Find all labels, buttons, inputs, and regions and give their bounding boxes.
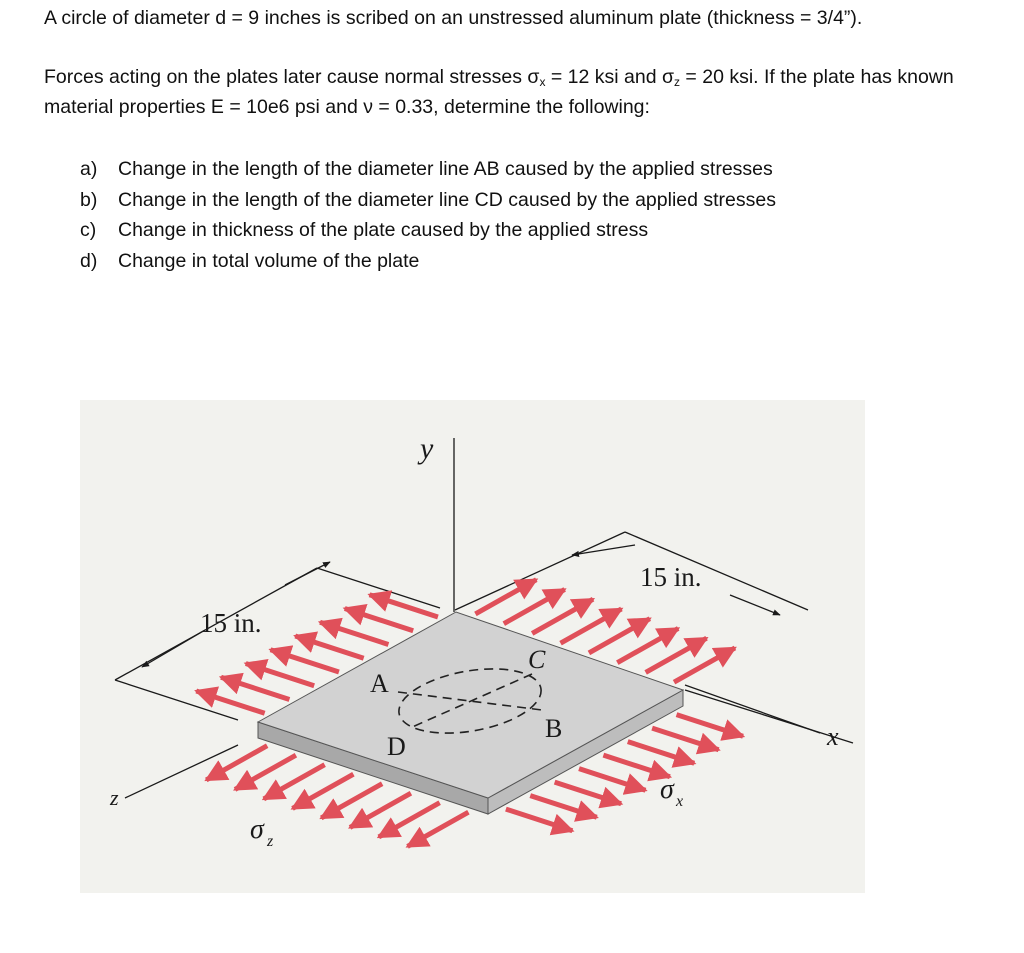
point-b-label: B [545,714,563,743]
sigma-z-subscript: z [674,75,681,89]
question-label: d) [80,249,98,272]
stress-x-subscript: x [676,793,684,810]
stress-z-subscript: z [267,833,274,850]
sigma-x-subscript: x [539,75,546,89]
dimension-left-label: 15 in. [200,608,262,638]
question-label: b) [80,188,98,211]
point-d-label: D [387,732,406,761]
question-text: Change in the length of the diameter line AB caused by the applied stresses [118,158,773,180]
stress-z-symbol: σ [250,814,264,845]
list-item [80,154,776,185]
list-item [80,246,776,277]
question-text: Change in thickness of the plate caused by the applied stress [118,219,649,241]
statement-part-1: Forces acting on the plates later cause normal stresses σ [44,66,540,88]
stress-x-symbol: σ [660,774,674,805]
axis-z-label: z [110,785,119,810]
question-label: c) [80,219,97,241]
dimension-right-label: 15 in. [640,562,702,592]
question-text: Change in total volume of the plate [118,249,420,272]
plate-stress-figure [80,400,865,893]
problem-statement [44,62,1004,122]
axis-x-label: x [827,722,839,751]
question-label: a) [80,158,98,180]
axis-y-label: y [420,432,434,465]
question-list [80,154,776,276]
point-a-label: A [370,669,389,698]
question-text: Change in the length of the diameter line CD caused by the applied stresses [118,188,776,211]
statement-part-3: = 20 ksi. If the plate has known material properties E = 10e6 psi and ν = 0.33, determine the following: [44,66,954,118]
list-item [80,215,776,246]
list-item [80,185,776,216]
point-c-label: C [528,645,546,674]
statement-part-2: = 12 ksi and σ [545,66,675,88]
problem-intro: A circle of diameter d = 9 inches is scribed on an unstressed aluminum plate (thickness = 3/4”). [44,7,863,29]
